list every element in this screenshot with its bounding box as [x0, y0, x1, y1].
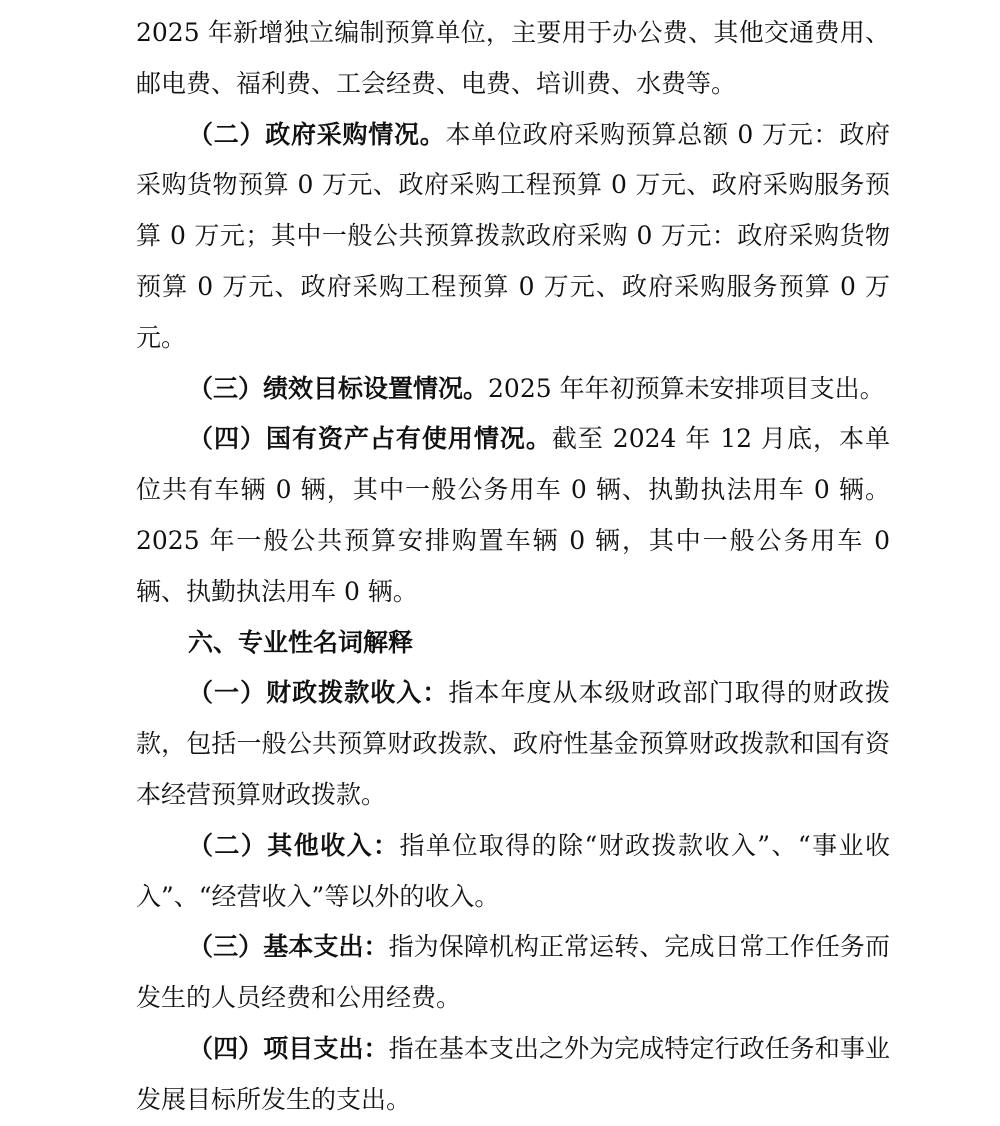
definition-text: 指本年度从本级财政部门取得的财政拨款，包括一般公共预算财政拨款、政府性基金预算财政拨款和国有资本经营预算财政拨款。: [136, 678, 890, 809]
definition-text: 指在基本支出之外为完成特定行政任务和事业发展目标所发生的支出。: [136, 1033, 890, 1114]
paragraph-lead: （三）绩效目标设置情况。: [188, 373, 489, 403]
definition-fiscal-appropriation-income: [136, 668, 890, 820]
paragraph-text: 本单位政府采购预算总额 0 万元：政府采购货物预算 0 万元、政府采购工程预算 0 万元、政府采购服务预算 0 万元；其中一般公共预算拨款政府采购 0 万元：政府采购货物预算 0 万元、政府采购工程预算 0 万元、政府采购服务预算 0 万元。: [136, 119, 890, 352]
section-heading: 六、专业性名词解释: [188, 627, 414, 657]
definition-term: （二）其他收入：: [188, 830, 400, 860]
definition-text: 指单位取得的除“财政拨款收入”、“事业收入”、“经营收入”等以外的收入。: [136, 830, 890, 911]
definition-other-income: [136, 821, 890, 923]
definition-basic-expenditure: [136, 922, 890, 1024]
paragraph-text: 2025 年新增独立编制预算单位，主要用于办公费、其他交通费用、邮电费、福利费、工会经费、电费、培训费、水费等。: [136, 18, 890, 98]
definition-text: 指为保障机构正常运转、完成日常工作任务而发生的人员经费和公用经费。: [136, 932, 890, 1013]
paragraph-government-procurement: [136, 110, 890, 364]
definition-term: （一）财政拨款收入：: [188, 678, 449, 708]
paragraph-lead: （四）国有资产占有使用情况。: [188, 424, 552, 454]
paragraph-text: 2025 年年初预算未安排项目支出。: [488, 373, 885, 403]
paragraph-state-assets: [136, 414, 890, 617]
definition-project-expenditure: [136, 1024, 890, 1126]
definition-term: （四）项目支出：: [188, 1033, 389, 1063]
paragraph-text: 截至 2024 年 12 月底，本单位共有车辆 0 辆，其中一般公务用车 0 辆、执勤执法用车 0 辆。2025 年一般公共预算安排购置车辆 0 辆，其中一般公务用车 0 辆、执勤执法用车 0 辆。: [136, 424, 890, 606]
paragraph-performance-targets: [136, 364, 890, 415]
paragraph-expenses-continued: [136, 8, 890, 110]
paragraph-lead: （二）政府采购情况。: [188, 119, 446, 149]
definition-term: （三）基本支出：: [188, 932, 389, 962]
